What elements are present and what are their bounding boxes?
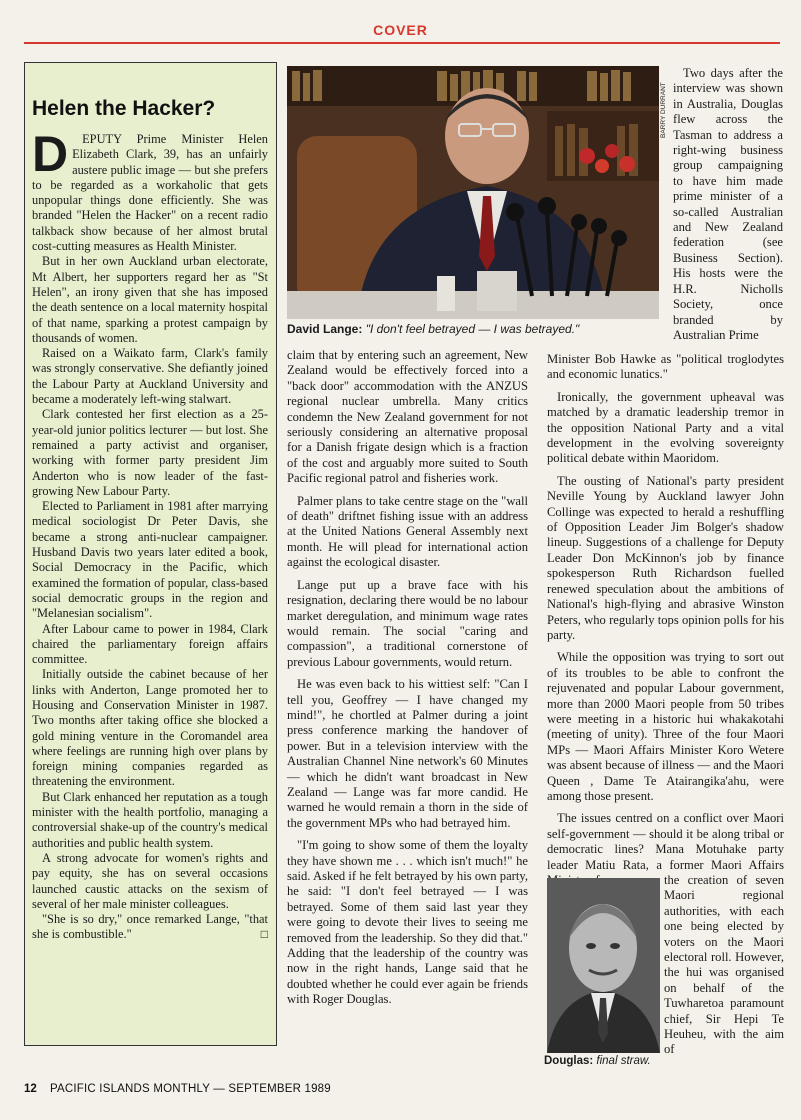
drop-cap: D: [32, 126, 69, 182]
sidebar-paragraph: Clark contested her first election as a 25-year-old junior politics lecturer — but lost. She remained a party activist and organiser, working with former party president Jim Anderton who is now leader of the fast-growing New Labour Party.: [32, 407, 268, 498]
caption-quote: final straw.: [596, 1055, 651, 1067]
article-column-right-top: [673, 66, 783, 360]
lange-photo: [287, 66, 659, 319]
magazine-issue: PACIFIC ISLANDS MONTHLY — SEPTEMBER 1989: [50, 1083, 331, 1095]
sidebar-box: [24, 62, 277, 1046]
sidebar-paragraph: A strong advocate for women's rights and pay equity, she has on several occasions launched caustic attacks on the sexism of several of her male minister colleagues.: [32, 850, 268, 911]
sidebar-paragraph: But in her own Auckland urban electorate, Mt Albert, her supporters regard her as "St Helen", an irony given that she has imposed the death sentence on a local maternity hospital of that name, sparking a protest campaign by thousands of women.: [32, 254, 268, 345]
sidebar-paragraph: Raised on a Waikato farm, Clark's family was strongly conservative. She defiantly joined the Labour Party at Auckland University and became a moderately left-wing stalwart.: [32, 346, 268, 407]
sidebar-title: Helen the Hacker?: [32, 97, 216, 120]
article-paragraph: Ironically, the government upheaval was matched by a dramatic leadership tremor in the opposition National Party and a vital development in the evolving sovereignty political debate within Maoridom.: [547, 389, 784, 466]
article-paragraph: The ousting of National's party president Neville Young by Auckland lawyer John Collinge was expected to herald a reshuffling of Opposition Leader Jim Bolger's shadow lineup. Suggestions of a challenge for Deputy Leader Don McKinnon's job by finance spokesperson Ruth Richardson fuelled renewed speculation about the ambitions of National's high-flying and abrasive Winston Peters, who regularly tops opinion polls for his party.: [547, 473, 784, 642]
caption-name: Douglas:: [544, 1055, 594, 1067]
sidebar-paragraph: Initially outside the cabinet because of her links with Anderton, Lange promoted her to Housing and Conservation Minister in 1987. Two months after taking office she blocked a gold mining venture in the Coromandel area where feelings are running high over plans by foreign mining companies regarded as threatening the environment.: [32, 667, 268, 789]
sidebar-text: [32, 126, 268, 943]
sidebar-paragraph: After Labour came to power in 1984, Clark chaired the parliamentary foreign affairs committee.: [32, 621, 268, 667]
end-mark: □: [260, 927, 268, 942]
article-paragraph: While the opposition was trying to sort out of its troubles to be able to confront the rejuvenated and popular Labour government, more than 2000 Maori people from 50 tribes were meeting in a historic hui whakakotahi (meeting of unity). Three of the four Maori MPs — Maori Affairs Minister Koro Wetere was absent because of illness — and the Maori Queen , Dame Te Atairangika'ahu, were among those present.: [547, 650, 784, 803]
page-footer: [24, 1083, 624, 1095]
sidebar-paragraph: But Clark enhanced her reputation as a tough minister with the health portfolio, managing a controversial shake-up of the country's medical authorities and public health system.: [32, 789, 268, 850]
sidebar-paragraph: "She is so dry," once remarked Lange, "that she is combustible." □: [32, 912, 268, 942]
article-column-right-middle: [547, 352, 784, 874]
sidebar-paragraph: D EPUTY Prime Minister Helen Elizabeth Clark, 39, has an unfairly austere public image — but she prefers to be regarded as a workaholic that gets unpopular things done efficiently. She was branded "Helen the Hacker" on a recent radio talkback show because of her almost brutal cost-cutting measures as Health Minister.: [32, 126, 268, 254]
article-paragraph: the creation of seven Maori regional authorities, with each one being elected by voters on the Maori electoral roll. However, the hui was organised on behalf of the Tuwharetoa paramount chief, Sir Hepi Te Heuheu, with the aim of: [664, 873, 784, 1057]
article-paragraph: "I'm going to show some of them the loyalty they have shown me . . . which isn't much!" he said. Asked if he felt betrayed by his own party, he said: "I don't feel betrayed — I was betrayed. Some of them said last year they were going to devote their lives to seeing me removed from the leadership. So they did that." Adding that the leadership of the country was now in the right hands, Lange said that he doubted whether he could ever again be friends with Roger Douglas.: [287, 838, 528, 1007]
caption-quote: "I don't feel betrayed — I was betrayed.": [365, 322, 580, 336]
article-paragraph: Minister Bob Hawke as "political troglodytes and economic lunatics.": [547, 352, 784, 382]
photo-credit: BARRY DURRANT: [660, 82, 667, 138]
article-column-right-bottom: [664, 873, 784, 1083]
article-paragraph: Palmer plans to take centre stage on the "wall of death" driftnet fishing issue with an address at the United Nations General Assembly next month. He will plead for international action against the ecological disaster.: [287, 493, 528, 570]
sidebar-paragraph: Elected to Parliament in 1981 after marrying medical sociologist Dr Peter Davis, she became a strong anti-nuclear campaigner. Husband Davis two years later edited a book, Social Democracy in the Pacific, which examined the formation of popular, class-based social democratic groups in the region and "Melanesian socialism".: [32, 499, 268, 621]
article-column-middle: [287, 348, 528, 1078]
douglas-photo: [547, 878, 660, 1053]
article-paragraph: He was even back to his wittiest self: "Can I tell you, Geoffrey — I have changed my mind!", he chortled at Palmer during a joint press conference marking the handover of power. But in a television interview with the Australian Channel Nine network's 60 Minutes — which he didn't want broadcast in New Zealand — Lange was far more candid. He warned he would remain a thorn in the side of the government MPs who had betrayed him.: [287, 677, 528, 830]
article-paragraph: Two days after the interview was shown in Australia, Douglas flew across the Tasman to address a right-wing business group campaigning to have him made prime minister of a so-called Australian and New Zealand federation (see Business Section). His hosts were the H.R. Nicholls Society, once branded by Australian Prime: [673, 66, 783, 342]
section-label: COVER: [373, 22, 428, 38]
article-paragraph: Lange put up a brave face with his resignation, declaring there would be no labour market deregulation, and minimum wage rates would remain. The social "caring and compassion", a traditional cornerstone of previous Labour governments, would return.: [287, 577, 528, 669]
header-rule: [24, 42, 780, 44]
caption-name: David Lange:: [287, 322, 363, 336]
douglas-caption: [544, 1055, 669, 1067]
article-paragraph: The issues centred on a conflict over Maori self-government — should it be along tribal or democratic lines? Mana Motuhake party leader Matiu Rata, a former Maori Affairs: [547, 811, 784, 872]
article-paragraph: claim that by entering such an agreement, New Zealand would be effectively forced into a "back door" accommodation with the ANZUS regional nuclear umbrella. Many critics condemn the New Zealand government for not seriously considering an alternative proposal for a Danish frigate design which is a fraction of the cost and arguably more suited to South Pacific regional patrol and fisheries work.: [287, 348, 528, 486]
page-number: 12: [24, 1083, 37, 1095]
lange-caption: [287, 322, 665, 336]
